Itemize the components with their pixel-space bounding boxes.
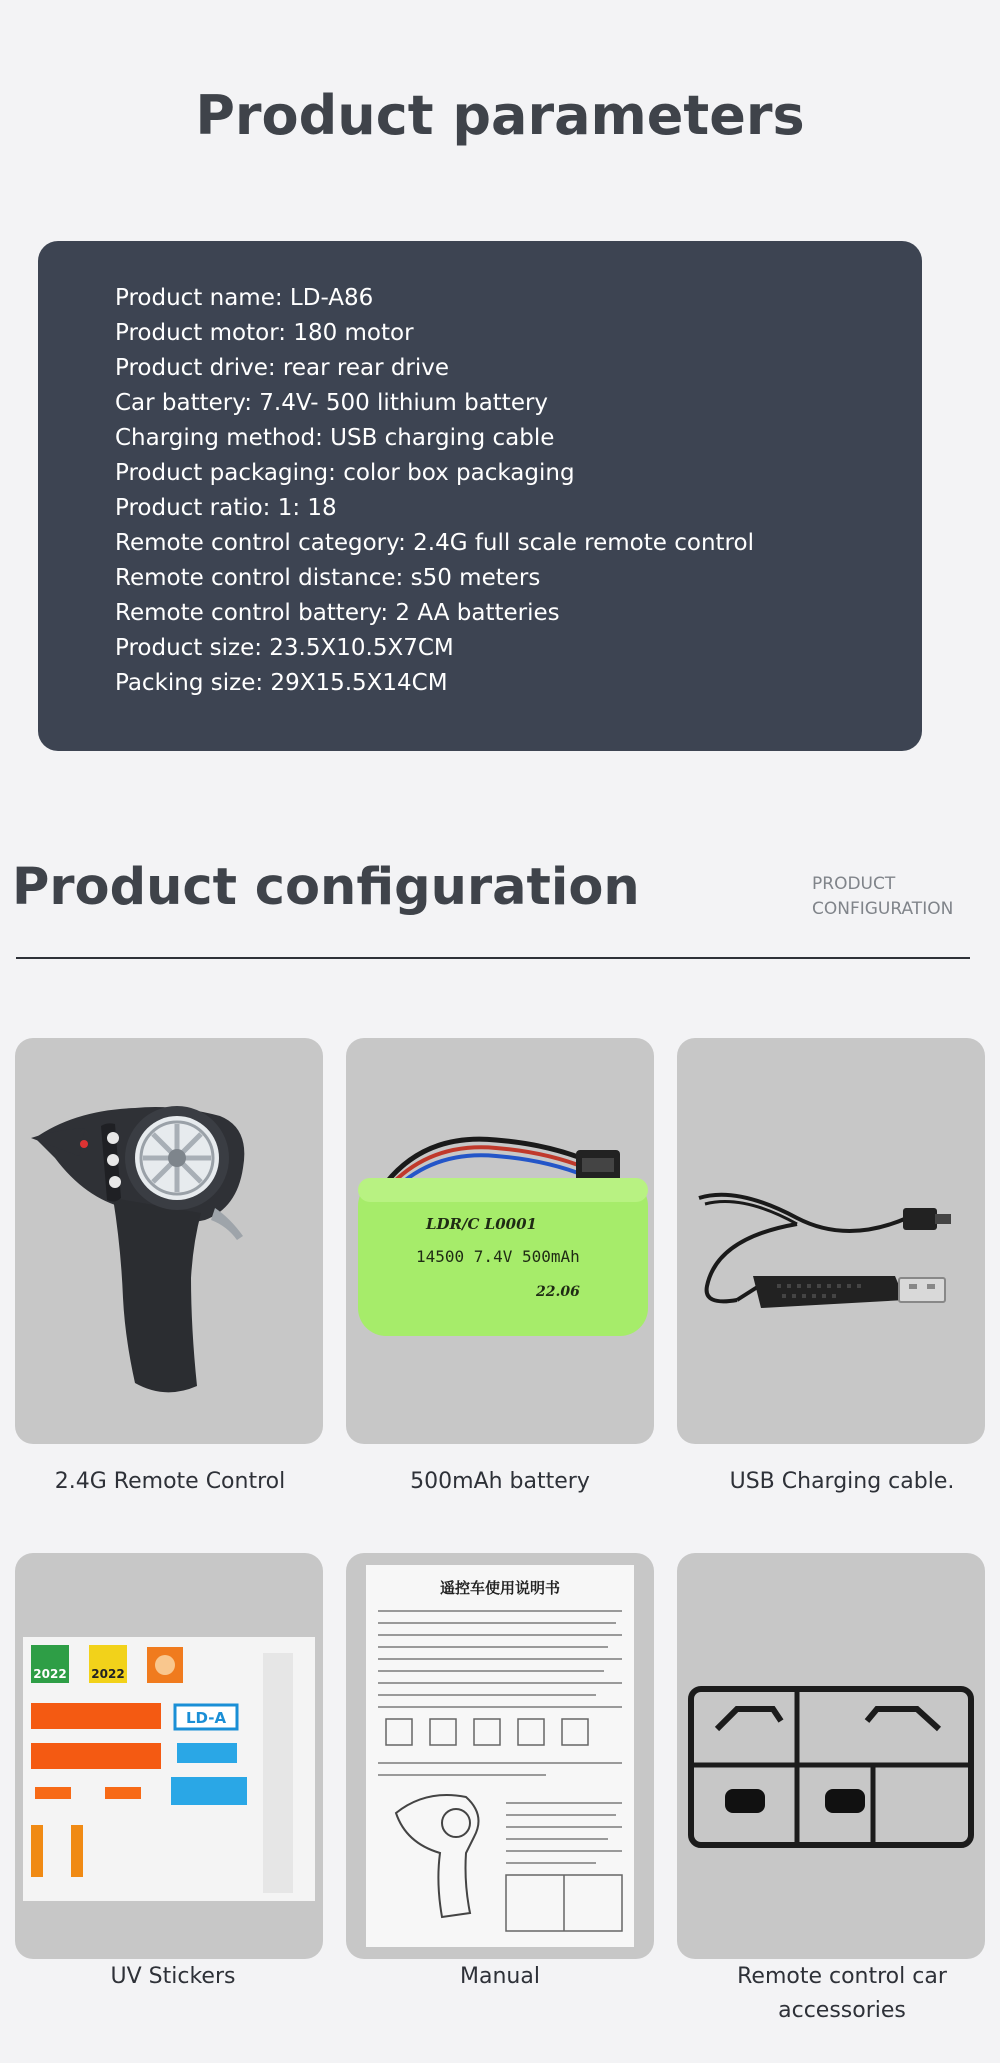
usb-cable-image	[677, 1038, 985, 1444]
remote-control-image	[15, 1038, 323, 1444]
param-line: Product motor: 180 motor	[115, 320, 414, 346]
usb-cable-caption: USB Charging cable.	[729, 1469, 955, 1494]
configuration-subtitle-line: CONFIGURATION	[812, 899, 954, 919]
param-line: Charging method: USB charging cable	[115, 425, 555, 451]
battery-spec-label: 14500 7.4V 500mAh	[416, 1247, 580, 1266]
accessories-image	[677, 1553, 985, 1959]
manual-title: 遥控车使用说明书	[439, 1579, 561, 1597]
param-line: Product ratio: 1: 18	[115, 495, 337, 521]
section-divider	[16, 957, 970, 959]
product-parameters-title: Product parameters	[195, 84, 805, 147]
parameters-panel	[38, 241, 922, 751]
stickers-image	[15, 1553, 323, 1959]
accessories-caption: Remote control car accessories	[737, 1964, 947, 2023]
sticker-year-1: 2022	[33, 1667, 67, 1681]
remote-control-card	[15, 1038, 323, 1444]
param-line: Packing size: 29X15.5X14CM	[115, 670, 448, 696]
battery-brand-label: LDR/C L0001	[426, 1215, 537, 1233]
manual-caption: Manual	[460, 1964, 540, 1989]
battery-date-label: 22.06	[536, 1284, 580, 1300]
configuration-subtitle-line: PRODUCT	[812, 874, 896, 894]
param-line: Product drive: rear rear drive	[115, 355, 450, 381]
param-line: Car battery: 7.4V- 500 lithium battery	[115, 390, 549, 416]
battery-caption: 500mAh battery	[410, 1469, 590, 1494]
stickers-card	[15, 1553, 323, 1959]
remote-control-caption: 2.4G Remote Control	[54, 1469, 286, 1494]
product-configuration-title: Product configuration	[12, 858, 640, 917]
param-line: Remote control battery: 2 AA batteries	[115, 600, 560, 626]
battery-card	[346, 1038, 654, 1444]
sticker-tag: LD-A	[185, 1709, 227, 1727]
battery-image	[346, 1038, 654, 1444]
accessories-card	[677, 1553, 985, 1959]
param-line: Product packaging: color box packaging	[115, 460, 575, 486]
sticker-year-2: 2022	[91, 1667, 125, 1681]
param-line: Product size: 23.5X10.5X7CM	[115, 635, 454, 661]
param-line: Product name: LD-A86	[115, 285, 374, 311]
param-line: Remote control distance: s50 meters	[115, 565, 541, 591]
manual-image	[346, 1553, 654, 1959]
param-line: Remote control category: 2.4G full scale remote control	[115, 530, 754, 556]
usb-cable-card	[677, 1038, 985, 1444]
stickers-caption: UV Stickers	[110, 1964, 236, 1989]
configuration-subtitle	[812, 872, 992, 922]
manual-card	[346, 1553, 654, 1959]
